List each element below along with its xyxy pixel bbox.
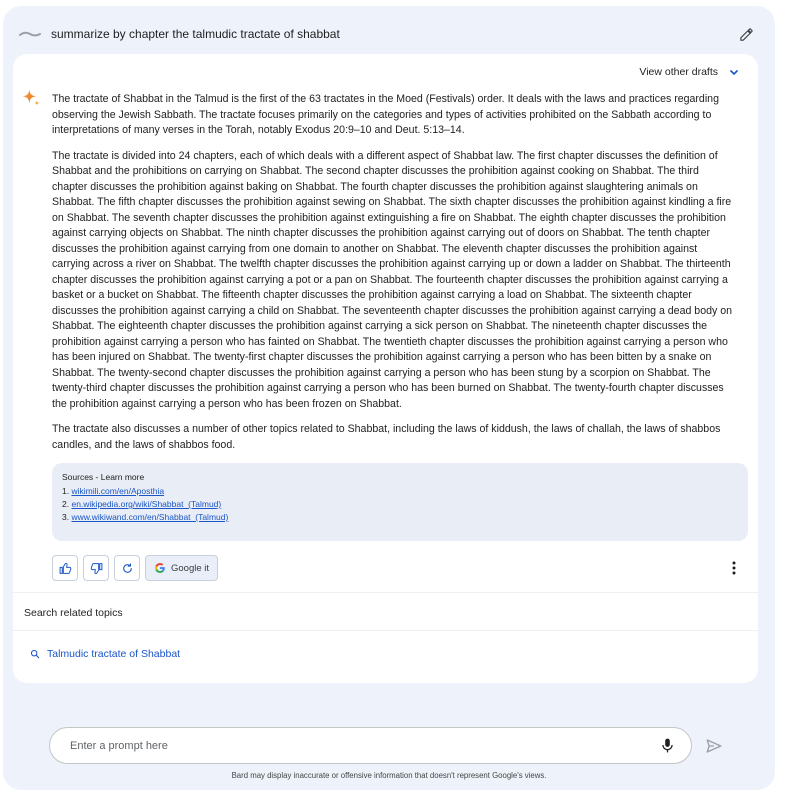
thumbs-down-icon	[90, 562, 103, 575]
user-prompt-text: summarize by chapter the talmudic tractate of shabbat	[51, 27, 340, 41]
search-icon	[30, 649, 40, 659]
thumbs-up-icon	[59, 562, 72, 575]
prompt-input[interactable]	[70, 740, 659, 752]
view-other-drafts-button[interactable]	[639, 66, 740, 78]
source-item	[62, 498, 738, 511]
user-prompt-row	[19, 20, 757, 48]
related-topics-title: Search related topics	[24, 607, 123, 619]
disclaimer-text: Bard may display inaccurate or offensive information that doesn't represent Google's views.	[231, 771, 547, 780]
google-it-label: Google it	[171, 562, 210, 574]
source-item	[62, 485, 738, 498]
refresh-icon	[121, 562, 134, 575]
microphone-icon	[662, 738, 673, 753]
sources-list	[62, 485, 738, 524]
thumbs-up-button[interactable]	[52, 555, 78, 581]
regenerate-button[interactable]	[114, 555, 140, 581]
edit-prompt-button[interactable]	[735, 23, 757, 45]
source-number: 2.	[62, 499, 70, 509]
view-other-drafts-label: View other drafts	[639, 66, 718, 78]
response-paragraph: The tractate is divided into 24 chapters, each of which deals with a different aspect of Shabbat law. The first chapter discusses the definition of Shabbat and the prohibitions on carrying on Shabbat. The second chapter discusses the prohibition against cooking on Shabbat. The third chapter discusses the prohibition against baking on Shabbat. The fourth chapter discusses the prohibition against slaughtering animals on Shabbat. The fifth chapter discusses the prohibition against sewing on Shabbat. The sixth chapter discusses the prohibition against kindling a fire on Shabbat. The seventh chapter discusses the prohibition against extinguishing a fire on Shabbat. The eighth chapter discusses the prohibition against carrying objects on Shabbat. The ninth chapter discusses the prohibition against carrying out of doors on Shabbat. The tenth chapter discusses the prohibition against carrying from one domain to another on Shabbat. The eleventh chapter discusses the prohibition against carrying across a river on Shabbat. The twelfth chapter discusses the prohibition against carrying up or down a ladder on Shabbat. The thirteenth chapter discusses the prohibition against carrying a pot or a pan on Shabbat. The fourteenth chapter discusses the prohibition against carrying a basket or a bucket on Shabbat. The fifteenth chapter discusses the prohibition against carrying a load on Shabbat. The sixteenth chapter discusses the prohibition against carrying a child on Shabbat. The seventeenth chapter discusses the prohibition against carrying a dead body on Shabbat. The eighteenth chapter discusses the prohibition against carrying a sick person on Shabbat. The nineteenth chapter discusses the prohibition against carrying a person who has fainted on Shabbat. The twentieth chapter discusses the prohibition against carrying a person who has been injured on Shabbat. The twenty-first chapter discusses the prohibition against carrying a person who has been bitten by a snake on Shabbat. The twenty-second chapter discusses the prohibition against carrying a person who has been stung by a scorpion on Shabbat. The twenty-third chapter discusses the prohibition against carrying a person who has been burned on Shabbat. The twenty-fourth chapter discusses the prohibition against carrying a person who has been frozen on Shabbat.	[52, 149, 732, 410]
source-number: 1.	[62, 486, 70, 496]
pencil-icon	[739, 27, 754, 42]
response-paragraph: The tractate also discusses a number of other topics related to Shabbat, including the laws of kiddush, the laws of challah, the laws of shabbos candles, and the laws of shabbos food.	[52, 423, 721, 451]
source-link[interactable]: en.wikipedia.org/wiki/Shabbat_(Talmud)	[71, 499, 222, 509]
response-card	[13, 54, 758, 683]
source-link[interactable]: wikimili.com/en/Aposthia	[71, 486, 165, 496]
source-item	[62, 511, 738, 524]
sources-title: Sources - Learn more	[62, 472, 145, 482]
chevron-down-icon	[728, 66, 740, 78]
bard-sparkle-icon	[21, 88, 41, 108]
microphone-button[interactable]	[659, 737, 675, 755]
google-it-button[interactable]	[145, 555, 218, 581]
source-number: 3.	[62, 512, 70, 522]
response-body	[52, 92, 734, 463]
divider	[13, 630, 758, 631]
thumbs-down-button[interactable]	[83, 555, 109, 581]
prompt-input-box	[49, 727, 692, 764]
sources-box	[52, 463, 748, 541]
related-topic-link[interactable]	[30, 648, 180, 660]
send-icon[interactable]	[705, 737, 723, 755]
response-paragraph: The tractate of Shabbat in the Talmud is the first of the 63 tractates in the Moed (Festivals) order. It deals with the laws and practices regarding observing the Jewish Sabbath. The tractate focuses primarily on the categories and types of activities prohibited on the Sabbath according to interpretations of many verses in the Torah, notably Exodus 20:9–10 and Deut. 5:13–14.	[52, 93, 719, 136]
user-avatar	[19, 30, 41, 38]
response-actions	[52, 555, 218, 581]
divider	[13, 592, 758, 593]
more-options-button[interactable]	[724, 557, 744, 579]
google-g-icon	[154, 562, 166, 574]
chat-frame	[3, 6, 775, 790]
more-vert-icon	[732, 561, 736, 575]
source-link[interactable]: www.wikiwand.com/en/Shabbat_(Talmud)	[71, 512, 229, 522]
related-topic-label: Talmudic tractate of Shabbat	[47, 648, 181, 660]
